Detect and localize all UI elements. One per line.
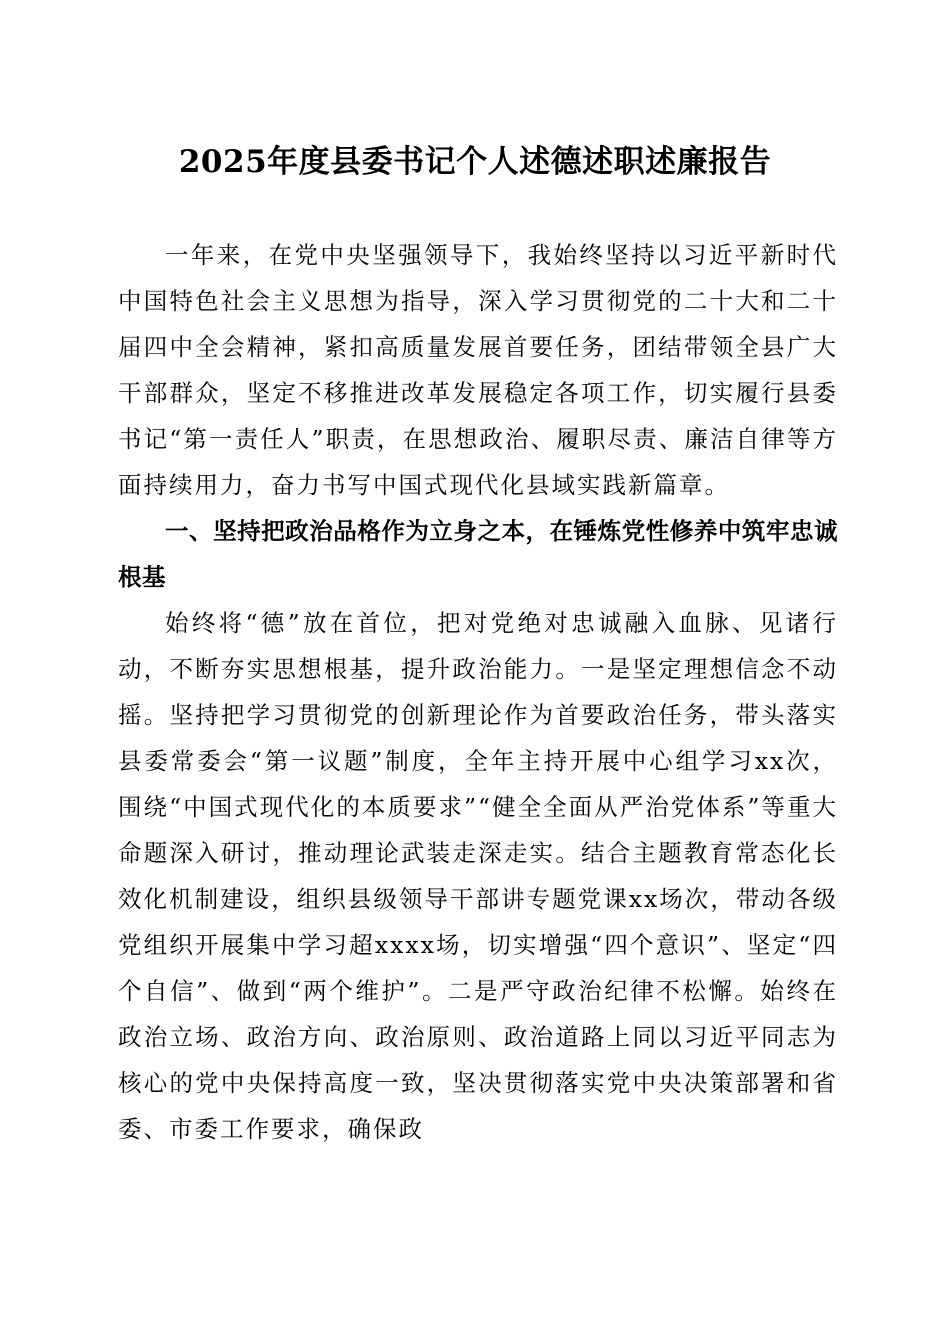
section-1-paragraph: 始终将“德”放在首位，把对党绝对忠诚融入血脉、见诸行动，不断夯实思想根基，提升政治能力。一是坚定理想信念不动摇。坚持把学习贯彻党的创新理论作为首要政治任务，带头落实县委常委会“第一议题”制度，全年主持开展中心组学习xx次，围绕“中国式现代化的本质要求”“健全全面从严治党体系”等重大命题深入研讨，推动理论武装走深走实。结合主题教育常态化长效化机制建设，组织县级领导干部讲专题党课xx场次，带动各级党组织开展集中学习超xxxx场，切实增强“四个意识”、坚定“四个自信”、做到“两个维护”。二是严守政治纪律不松懈。始终在政治立场、政治方向、政治原则、政治道路上同以习近平同志为核心的党中央保持高度一致，坚决贯彻落实党中央决策部署和省委、市委工作要求，确保政 (118, 609, 838, 1143)
section-1-heading: 一、坚持把政治品格作为立身之本，在锤炼党性修养中筑牢忠诚根基 (118, 517, 838, 591)
intro-paragraph: 一年来，在党中央坚强领导下，我始终坚持以习近平新时代中国特色社会主义思想为指导，深入学习贯彻党的二十大和二十届四中全会精神，紧扣高质量发展首要任务，团结带领全县广大干部群众，坚定不移推进改革发展稳定各项工作，切实履行县委书记“第一责任人”职责，在思想政治、履职尽责、廉洁自律等方面持续用力，奋力书写中国式现代化县域实践新篇章。 (118, 241, 838, 499)
document-title: 2025年度县委书记个人述德述职述廉报告 (178, 144, 772, 180)
document-body (118, 232, 838, 1152)
